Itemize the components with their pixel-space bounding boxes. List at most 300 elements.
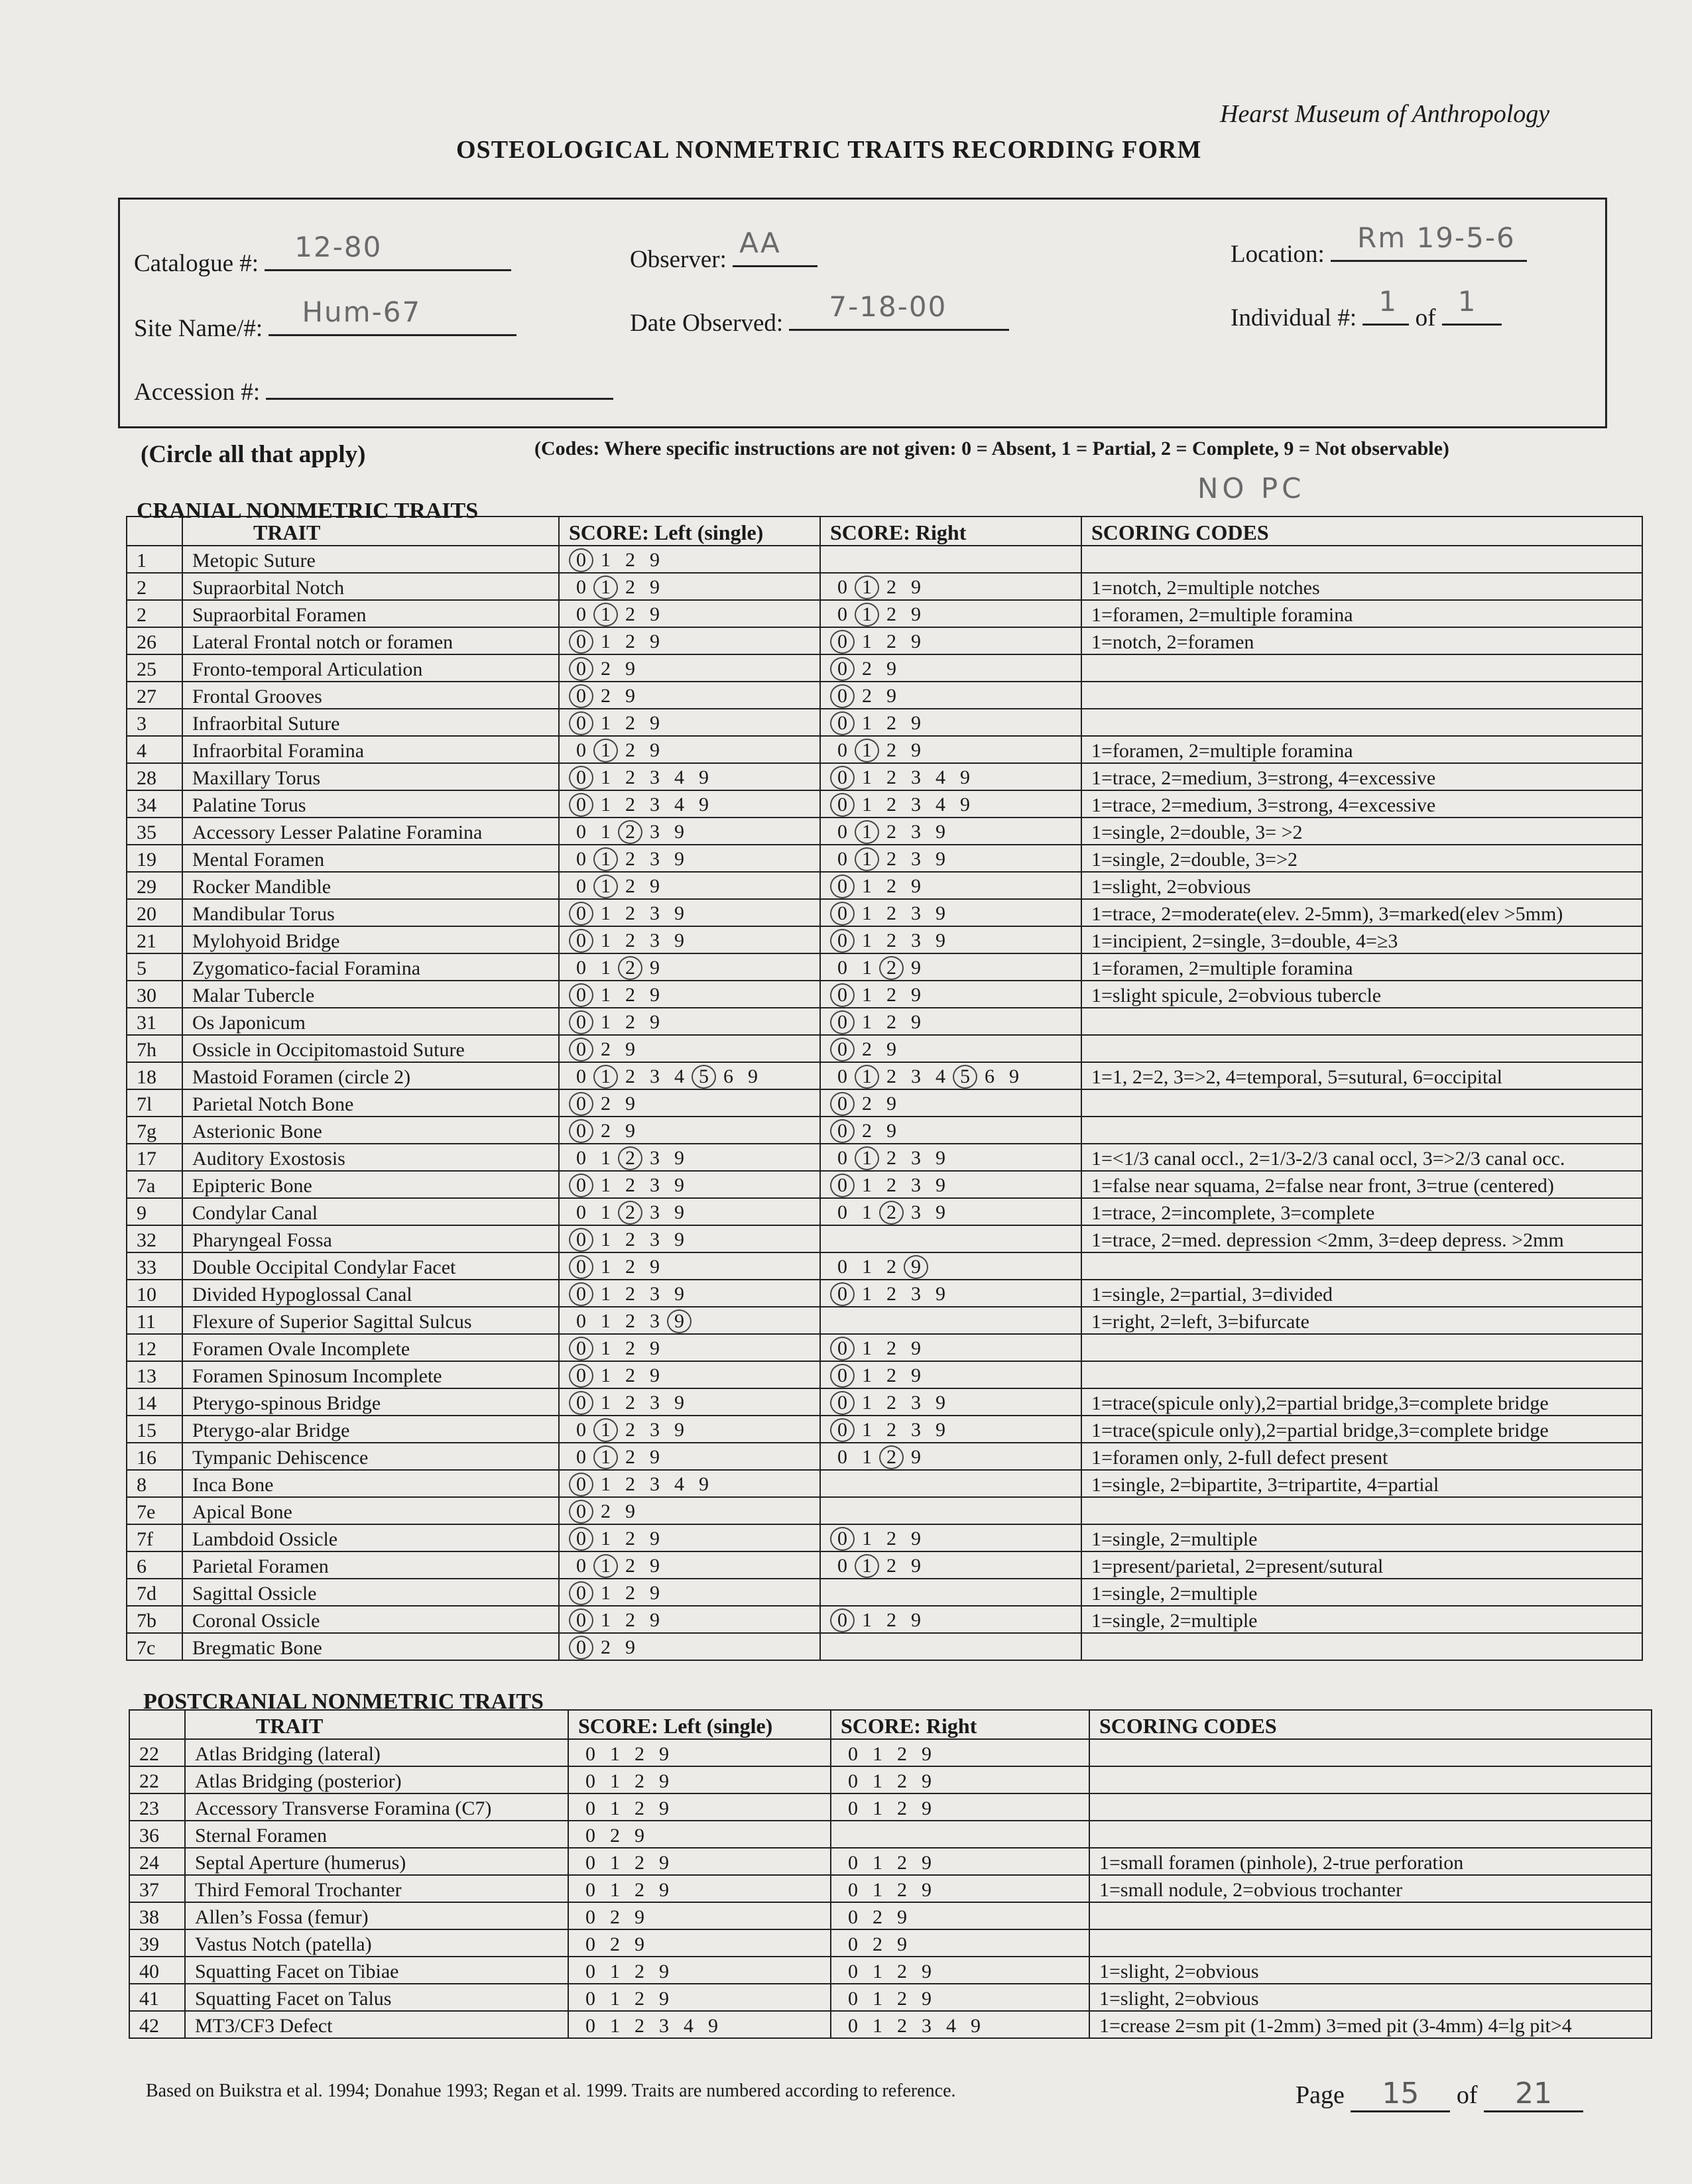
- score-option[interactable]: 1: [593, 1554, 618, 1578]
- score-option[interactable]: 1: [873, 1988, 882, 2010]
- score-option[interactable]: 9: [936, 1419, 945, 1441]
- score-option[interactable]: 2: [886, 1283, 896, 1305]
- score-option[interactable]: 9: [922, 1879, 932, 1901]
- score-option[interactable]: 9: [650, 1011, 660, 1033]
- score-option[interactable]: 2: [625, 848, 635, 870]
- score-option[interactable]: 9: [625, 1093, 635, 1115]
- score-option[interactable]: 3: [650, 848, 660, 870]
- score-option[interactable]: 2: [634, 1988, 644, 2010]
- score-option[interactable]: 0: [830, 1527, 855, 1551]
- score-option[interactable]: 9: [911, 576, 921, 598]
- score-option[interactable]: 1: [593, 875, 618, 898]
- score-option[interactable]: 2: [879, 956, 904, 980]
- score-option[interactable]: 1: [862, 631, 872, 652]
- score-option[interactable]: 2: [625, 1229, 635, 1250]
- score-option[interactable]: 1: [601, 631, 611, 652]
- score-option[interactable]: 0: [585, 1743, 595, 1765]
- score-option[interactable]: 1: [862, 1283, 872, 1305]
- score-option[interactable]: 3: [911, 766, 921, 788]
- score-option[interactable]: 0: [830, 793, 855, 817]
- score-option[interactable]: 1: [855, 1146, 879, 1170]
- score-option[interactable]: 0: [848, 1933, 858, 1955]
- score-option[interactable]: 9: [625, 1120, 635, 1142]
- score-option[interactable]: 2: [886, 1147, 896, 1169]
- score-option[interactable]: 0: [830, 657, 855, 681]
- score-option[interactable]: 4: [674, 766, 684, 788]
- score-option[interactable]: 0: [848, 1906, 858, 1928]
- score-option[interactable]: 3: [911, 821, 921, 843]
- score-option[interactable]: 2: [625, 1065, 635, 1087]
- score-option[interactable]: 0: [830, 766, 855, 790]
- score-option[interactable]: 9: [625, 1038, 635, 1060]
- score-option[interactable]: 0: [569, 1636, 593, 1660]
- score-option[interactable]: 0: [585, 1797, 595, 1819]
- score-option[interactable]: 0: [848, 2015, 858, 2037]
- score-option[interactable]: 9: [659, 1879, 669, 1901]
- score-option[interactable]: 9: [625, 1636, 635, 1658]
- score-option[interactable]: 9: [650, 631, 660, 652]
- score-option[interactable]: 3: [650, 1473, 660, 1495]
- score-option[interactable]: 3: [650, 794, 660, 816]
- score-option[interactable]: 9: [674, 1419, 684, 1441]
- score-option[interactable]: 3: [911, 902, 921, 924]
- score-option[interactable]: 2: [886, 1555, 896, 1577]
- score-option[interactable]: 0: [848, 1743, 858, 1765]
- score-option[interactable]: 2: [886, 1528, 896, 1549]
- score-option[interactable]: 0: [830, 983, 855, 1007]
- score-option[interactable]: 9: [650, 549, 660, 571]
- score-option[interactable]: 2: [625, 739, 635, 761]
- score-option[interactable]: 3: [922, 2015, 932, 2037]
- score-option[interactable]: 3: [911, 930, 921, 951]
- score-option[interactable]: 1: [601, 1310, 611, 1332]
- score-option[interactable]: 1: [593, 1418, 618, 1442]
- score-option[interactable]: 1: [601, 1609, 611, 1631]
- score-option[interactable]: 1: [862, 1609, 872, 1631]
- score-option[interactable]: 3: [650, 930, 660, 951]
- score-option[interactable]: 2: [886, 1256, 896, 1278]
- score-option[interactable]: 9: [911, 1011, 921, 1033]
- score-option[interactable]: 1: [862, 1256, 872, 1278]
- score-option[interactable]: 9: [936, 1201, 945, 1223]
- score-option[interactable]: 0: [585, 1770, 595, 1792]
- score-option[interactable]: 2: [886, 984, 896, 1006]
- score-option[interactable]: 0: [830, 902, 855, 926]
- score-option[interactable]: 9: [960, 766, 970, 788]
- score-option[interactable]: 9: [659, 1961, 669, 1982]
- score-option[interactable]: 2: [610, 1906, 620, 1928]
- score-option[interactable]: 1: [601, 1337, 611, 1359]
- score-option[interactable]: 2: [634, 1770, 644, 1792]
- score-option[interactable]: 0: [585, 2015, 595, 2037]
- score-option[interactable]: 2: [625, 1310, 635, 1332]
- score-option[interactable]: 3: [650, 1201, 660, 1223]
- score-option[interactable]: 2: [625, 1283, 635, 1305]
- score-option[interactable]: 2: [625, 766, 635, 788]
- score-option[interactable]: 9: [922, 1852, 932, 1874]
- individual-total[interactable]: 1: [1457, 285, 1477, 318]
- score-option[interactable]: 2: [610, 1933, 620, 1955]
- score-option[interactable]: 0: [569, 929, 593, 953]
- score-option[interactable]: 2: [879, 1201, 904, 1225]
- score-option[interactable]: 9: [674, 1283, 684, 1305]
- score-option[interactable]: 2: [886, 930, 896, 951]
- score-option[interactable]: 0: [837, 1555, 847, 1577]
- site-value[interactable]: Hum-67: [302, 296, 422, 328]
- score-option[interactable]: 3: [650, 902, 660, 924]
- score-option[interactable]: 9: [659, 1797, 669, 1819]
- score-option[interactable]: 0: [585, 1933, 595, 1955]
- score-option[interactable]: 0: [576, 821, 586, 843]
- score-option[interactable]: 0: [569, 1119, 593, 1143]
- score-option[interactable]: 2: [618, 1146, 642, 1170]
- score-option[interactable]: 0: [569, 548, 593, 572]
- score-option[interactable]: 4: [936, 766, 945, 788]
- score-option[interactable]: 1: [862, 875, 872, 897]
- score-option[interactable]: 0: [830, 1364, 855, 1388]
- score-option[interactable]: 1: [610, 1879, 620, 1901]
- score-option[interactable]: 1: [610, 1852, 620, 1874]
- score-option[interactable]: 9: [904, 1255, 928, 1279]
- score-option[interactable]: 0: [576, 1065, 586, 1087]
- score-option[interactable]: 1: [601, 902, 611, 924]
- score-option[interactable]: 1: [601, 1201, 611, 1223]
- score-option[interactable]: 9: [674, 1174, 684, 1196]
- score-option[interactable]: 9: [1009, 1065, 1019, 1087]
- score-option[interactable]: 1: [601, 1147, 611, 1169]
- score-option[interactable]: 1: [855, 820, 879, 844]
- score-option[interactable]: 0: [837, 1256, 847, 1278]
- score-option[interactable]: 0: [585, 1825, 595, 1847]
- catalogue-value[interactable]: 12-80: [294, 231, 383, 263]
- score-option[interactable]: 2: [625, 1256, 635, 1278]
- score-option[interactable]: 0: [830, 1119, 855, 1143]
- score-option[interactable]: 0: [830, 1282, 855, 1306]
- score-option[interactable]: 0: [569, 902, 593, 926]
- score-option[interactable]: 4: [946, 2015, 956, 2037]
- score-option[interactable]: 2: [886, 712, 896, 734]
- score-option[interactable]: 1: [601, 1392, 611, 1414]
- score-option[interactable]: 6: [985, 1065, 995, 1087]
- score-option[interactable]: 0: [569, 1608, 593, 1632]
- score-option[interactable]: 9: [897, 1906, 907, 1928]
- score-option[interactable]: 1: [862, 1365, 872, 1386]
- score-option[interactable]: 2: [879, 1445, 904, 1469]
- score-option[interactable]: 1: [593, 739, 618, 762]
- score-option[interactable]: 1: [610, 1988, 620, 2010]
- score-option[interactable]: 2: [625, 631, 635, 652]
- score-option[interactable]: 9: [911, 1446, 921, 1468]
- score-option[interactable]: 1: [601, 821, 611, 843]
- score-option[interactable]: 3: [650, 1283, 660, 1305]
- score-option[interactable]: 4: [936, 1065, 945, 1087]
- score-option[interactable]: 0: [830, 684, 855, 708]
- score-option[interactable]: 9: [886, 1093, 896, 1115]
- score-option[interactable]: 2: [601, 1038, 611, 1060]
- score-option[interactable]: 3: [650, 821, 660, 843]
- score-option[interactable]: 2: [625, 1392, 635, 1414]
- score-option[interactable]: 0: [830, 1010, 855, 1034]
- score-option[interactable]: 3: [911, 1201, 921, 1223]
- score-option[interactable]: 2: [625, 875, 635, 897]
- score-option[interactable]: 0: [569, 1174, 593, 1197]
- score-option[interactable]: 0: [837, 1065, 847, 1087]
- score-option[interactable]: 9: [699, 1473, 709, 1495]
- score-option[interactable]: 1: [593, 1065, 618, 1089]
- score-option[interactable]: 2: [618, 1201, 642, 1225]
- score-option[interactable]: 9: [936, 821, 945, 843]
- score-option[interactable]: 0: [569, 1581, 593, 1605]
- score-option[interactable]: 0: [569, 1092, 593, 1116]
- date-value[interactable]: 7-18-00: [829, 290, 947, 323]
- score-option[interactable]: 0: [576, 739, 586, 761]
- score-option[interactable]: 2: [634, 2015, 644, 2037]
- score-option[interactable]: 9: [625, 658, 635, 680]
- score-option[interactable]: 1: [862, 1337, 872, 1359]
- page-total[interactable]: 21: [1484, 2077, 1583, 2112]
- score-option[interactable]: 9: [650, 1365, 660, 1386]
- score-option[interactable]: 0: [830, 711, 855, 735]
- score-option[interactable]: 9: [659, 1770, 669, 1792]
- score-option[interactable]: 9: [922, 1961, 932, 1982]
- location-value[interactable]: Rm 19-5-6: [1357, 221, 1516, 254]
- score-option[interactable]: 2: [886, 1365, 896, 1386]
- score-option[interactable]: 0: [569, 711, 593, 735]
- score-option[interactable]: 0: [585, 1988, 595, 2010]
- score-option[interactable]: 9: [748, 1065, 758, 1087]
- score-option[interactable]: 0: [585, 1961, 595, 1982]
- score-option[interactable]: 9: [674, 930, 684, 951]
- score-option[interactable]: 9: [936, 930, 945, 951]
- score-option[interactable]: 9: [659, 1852, 669, 1874]
- score-option[interactable]: 2: [618, 820, 642, 844]
- score-option[interactable]: 9: [625, 685, 635, 707]
- score-option[interactable]: 1: [873, 1961, 882, 1982]
- score-option[interactable]: 2: [886, 1392, 896, 1414]
- score-option[interactable]: 1: [601, 1256, 611, 1278]
- score-option[interactable]: 9: [650, 1337, 660, 1359]
- score-option[interactable]: 9: [911, 631, 921, 652]
- score-option[interactable]: 1: [855, 1065, 879, 1089]
- score-option[interactable]: 0: [837, 576, 847, 598]
- score-option[interactable]: 9: [650, 1446, 660, 1468]
- score-option[interactable]: 2: [625, 1528, 635, 1549]
- score-option[interactable]: 9: [911, 1555, 921, 1577]
- score-option[interactable]: 1: [862, 1528, 872, 1549]
- score-option[interactable]: 0: [830, 1174, 855, 1197]
- score-option[interactable]: 2: [862, 1038, 872, 1060]
- score-option[interactable]: 1: [855, 576, 879, 599]
- score-option[interactable]: 0: [830, 1418, 855, 1442]
- score-option[interactable]: 3: [911, 1419, 921, 1441]
- score-option[interactable]: 3: [911, 794, 921, 816]
- score-option[interactable]: 1: [873, 2015, 882, 2037]
- score-option[interactable]: 9: [650, 1555, 660, 1577]
- score-option[interactable]: 2: [625, 549, 635, 571]
- score-option[interactable]: 2: [897, 1770, 907, 1792]
- score-option[interactable]: 0: [837, 1147, 847, 1169]
- score-option[interactable]: 1: [862, 902, 872, 924]
- score-option[interactable]: 1: [601, 957, 611, 979]
- score-option[interactable]: 2: [886, 1419, 896, 1441]
- score-option[interactable]: 2: [873, 1933, 882, 1955]
- score-option[interactable]: 3: [650, 1310, 660, 1332]
- score-option[interactable]: 3: [650, 1065, 660, 1087]
- score-option[interactable]: 0: [830, 1337, 855, 1361]
- score-option[interactable]: 2: [897, 1988, 907, 2010]
- score-option[interactable]: 1: [593, 576, 618, 599]
- score-option[interactable]: 1: [601, 1473, 611, 1495]
- score-option[interactable]: 1: [873, 1852, 882, 1874]
- score-option[interactable]: 1: [601, 1528, 611, 1549]
- score-option[interactable]: 9: [674, 1147, 684, 1169]
- score-option[interactable]: 9: [650, 712, 660, 734]
- score-option[interactable]: 9: [886, 685, 896, 707]
- score-option[interactable]: 0: [585, 1906, 595, 1928]
- score-option[interactable]: 2: [625, 794, 635, 816]
- score-option[interactable]: 9: [911, 603, 921, 625]
- score-option[interactable]: 1: [601, 549, 611, 571]
- score-option[interactable]: 1: [601, 712, 611, 734]
- score-option[interactable]: 2: [862, 1120, 872, 1142]
- score-option[interactable]: 9: [911, 875, 921, 897]
- score-option[interactable]: 9: [650, 576, 660, 598]
- score-option[interactable]: 1: [601, 766, 611, 788]
- score-option[interactable]: 9: [650, 984, 660, 1006]
- score-option[interactable]: 1: [593, 1445, 618, 1469]
- score-option[interactable]: 2: [634, 1743, 644, 1765]
- score-option[interactable]: 1: [601, 1582, 611, 1604]
- score-option[interactable]: 2: [862, 1093, 872, 1115]
- score-option[interactable]: 0: [569, 1364, 593, 1388]
- score-option[interactable]: 0: [569, 657, 593, 681]
- score-option[interactable]: 2: [886, 902, 896, 924]
- score-option[interactable]: 1: [873, 1770, 882, 1792]
- score-option[interactable]: 1: [855, 603, 879, 627]
- score-option[interactable]: 0: [830, 875, 855, 898]
- score-option[interactable]: 0: [576, 875, 586, 897]
- score-option[interactable]: 1: [862, 1392, 872, 1414]
- score-option[interactable]: 0: [848, 1879, 858, 1901]
- score-option[interactable]: 2: [634, 1797, 644, 1819]
- score-option[interactable]: 0: [576, 1446, 586, 1468]
- score-option[interactable]: 2: [625, 1446, 635, 1468]
- score-option[interactable]: 2: [634, 1852, 644, 1874]
- observer-value[interactable]: AA: [739, 227, 781, 259]
- page-value[interactable]: 15: [1351, 2077, 1450, 2112]
- score-option[interactable]: 9: [886, 658, 896, 680]
- score-option[interactable]: 2: [886, 1065, 896, 1087]
- score-option[interactable]: 1: [601, 1283, 611, 1305]
- score-option[interactable]: 1: [610, 1961, 620, 1982]
- score-option[interactable]: 2: [634, 1961, 644, 1982]
- score-option[interactable]: 9: [886, 1120, 896, 1142]
- score-option[interactable]: 1: [862, 1446, 872, 1468]
- score-option[interactable]: 9: [936, 1392, 945, 1414]
- score-option[interactable]: 1: [862, 794, 872, 816]
- score-option[interactable]: 9: [650, 603, 660, 625]
- score-option[interactable]: 1: [862, 984, 872, 1006]
- score-option[interactable]: 0: [830, 1391, 855, 1415]
- score-option[interactable]: 4: [674, 794, 684, 816]
- score-option[interactable]: 4: [684, 2015, 694, 2037]
- score-option[interactable]: 9: [625, 1500, 635, 1522]
- score-option[interactable]: 0: [848, 1770, 858, 1792]
- score-option[interactable]: 9: [634, 1933, 644, 1955]
- score-option[interactable]: 9: [634, 1906, 644, 1928]
- score-option[interactable]: 2: [897, 1879, 907, 1901]
- score-option[interactable]: 9: [667, 1309, 692, 1333]
- score-option[interactable]: 2: [886, 848, 896, 870]
- score-option[interactable]: 9: [936, 1147, 945, 1169]
- score-option[interactable]: 9: [936, 1174, 945, 1196]
- score-option[interactable]: 4: [674, 1473, 684, 1495]
- score-option[interactable]: 2: [886, 1337, 896, 1359]
- score-option[interactable]: 0: [837, 1446, 847, 1468]
- score-option[interactable]: 3: [650, 766, 660, 788]
- score-option[interactable]: 0: [569, 1228, 593, 1252]
- score-option[interactable]: 0: [848, 1797, 858, 1819]
- score-option[interactable]: 2: [886, 875, 896, 897]
- score-option[interactable]: 9: [650, 1609, 660, 1631]
- score-option[interactable]: 1: [610, 1743, 620, 1765]
- score-option[interactable]: 2: [601, 1500, 611, 1522]
- score-option[interactable]: 2: [625, 1337, 635, 1359]
- score-option[interactable]: 0: [837, 1201, 847, 1223]
- score-option[interactable]: 0: [569, 1255, 593, 1279]
- score-option[interactable]: 1: [601, 1174, 611, 1196]
- score-option[interactable]: 9: [911, 957, 921, 979]
- score-option[interactable]: 9: [922, 1797, 932, 1819]
- score-option[interactable]: 9: [650, 1528, 660, 1549]
- score-option[interactable]: 9: [699, 794, 709, 816]
- score-option[interactable]: 3: [911, 1392, 921, 1414]
- score-option[interactable]: 0: [569, 1527, 593, 1551]
- score-option[interactable]: 1: [601, 794, 611, 816]
- score-option[interactable]: 0: [830, 929, 855, 953]
- score-option[interactable]: 2: [625, 1555, 635, 1577]
- score-option[interactable]: 2: [897, 1852, 907, 1874]
- score-option[interactable]: 2: [886, 794, 896, 816]
- score-option[interactable]: 0: [569, 1391, 593, 1415]
- score-option[interactable]: 4: [936, 794, 945, 816]
- score-option[interactable]: 2: [886, 603, 896, 625]
- score-option[interactable]: 2: [601, 658, 611, 680]
- score-option[interactable]: 2: [601, 1093, 611, 1115]
- score-option[interactable]: 2: [625, 712, 635, 734]
- score-option[interactable]: 9: [650, 1256, 660, 1278]
- score-option[interactable]: 2: [625, 576, 635, 598]
- score-option[interactable]: 9: [911, 1528, 921, 1549]
- score-option[interactable]: 3: [650, 1229, 660, 1250]
- score-option[interactable]: 3: [650, 1392, 660, 1414]
- score-option[interactable]: 1: [855, 1554, 879, 1578]
- score-option[interactable]: 0: [569, 1500, 593, 1524]
- score-option[interactable]: 0: [848, 1852, 858, 1874]
- score-option[interactable]: 5: [953, 1065, 977, 1089]
- score-option[interactable]: 1: [593, 847, 618, 871]
- score-option[interactable]: 2: [618, 956, 642, 980]
- score-option[interactable]: 2: [610, 1825, 620, 1847]
- score-option[interactable]: 0: [837, 821, 847, 843]
- score-option[interactable]: 2: [601, 685, 611, 707]
- score-option[interactable]: 0: [569, 766, 593, 790]
- score-option[interactable]: 9: [699, 766, 709, 788]
- score-option[interactable]: 0: [848, 1988, 858, 2010]
- score-option[interactable]: 0: [576, 1310, 586, 1332]
- score-option[interactable]: 2: [625, 1174, 635, 1196]
- score-option[interactable]: 2: [625, 1609, 635, 1631]
